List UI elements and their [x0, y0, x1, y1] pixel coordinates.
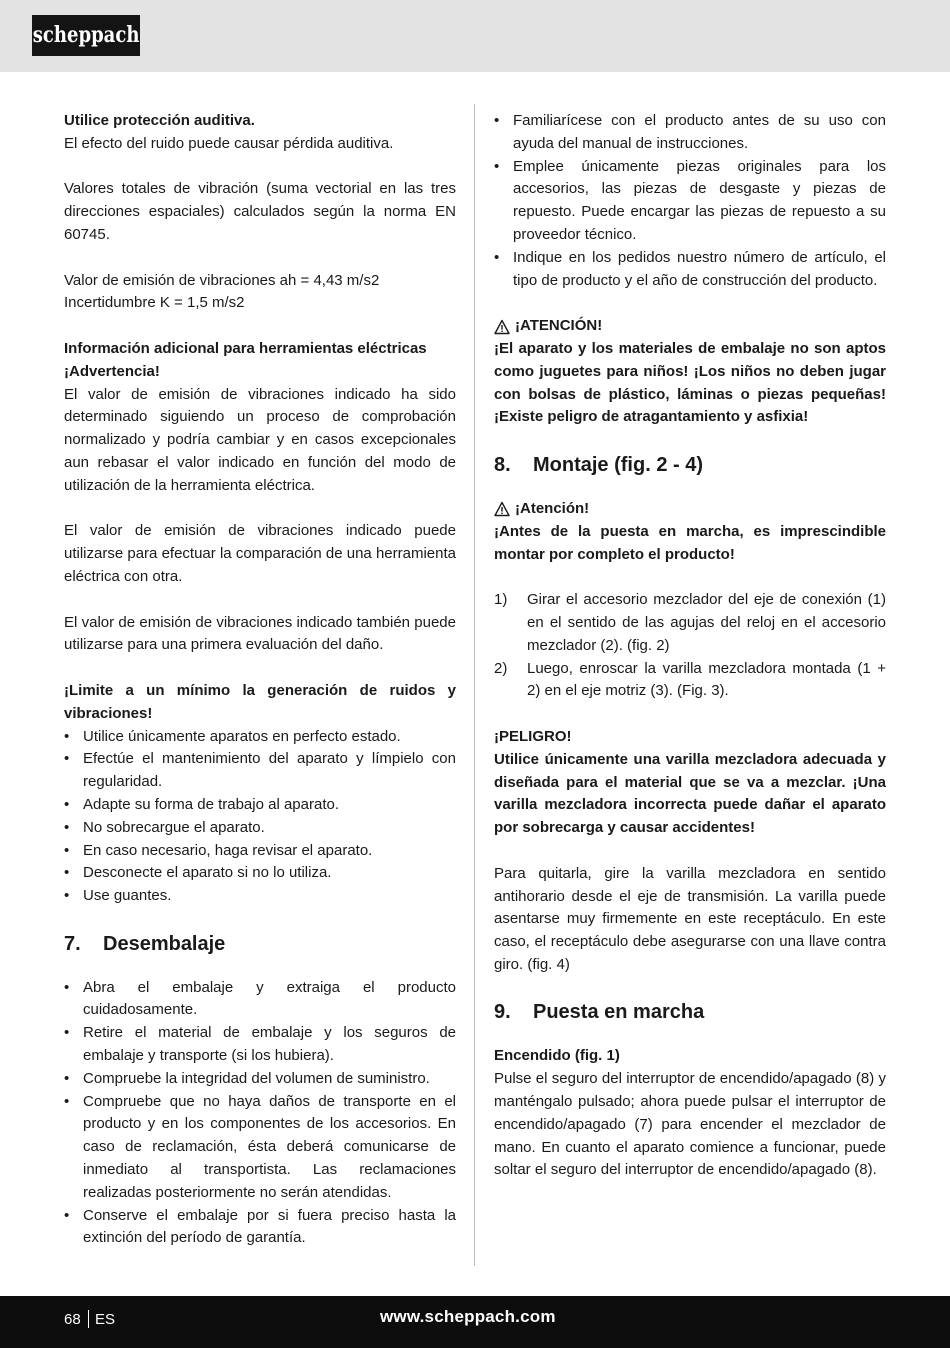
warning-triangle-icon [494, 501, 510, 517]
section-title: Puesta en marcha [533, 1001, 705, 1024]
list-item: • Desconecte el aparato si no lo utiliza. [64, 862, 456, 885]
additional-info-heading: Información adicional para herramientas eléctricas [64, 339, 427, 357]
section-9-heading [494, 999, 886, 1025]
list-item: • Use guantes. [64, 885, 456, 908]
additional-info-text: El valor de emisión de vibraciones indicado ha sido determinado siguiendo un proceso de comprobación normalizado y podría cambiar y en casos excepcionales aun rebasar el valor indicado en función del modo de utilización de la herramienta eléctrica. [64, 385, 456, 494]
evaluation-text: El valor de emisión de vibraciones indicado también puede utilizarse para una primera evaluación del daño. [64, 613, 456, 654]
footer-separator [88, 1310, 89, 1328]
section-8-heading [494, 452, 886, 478]
list-item: • En caso necesario, haga revisar el aparato. [64, 840, 456, 863]
list-item: • Familiarícese con el producto antes de su uso con ayuda del manual de instrucciones. [494, 110, 886, 156]
noise-reduction-heading: ¡Limite a un mínimo la generación de ruidos y vibraciones! [64, 681, 456, 722]
list-item: • Compruebe que no haya daños de transporte en el producto y en los componentes de los accesorios. En caso de reclamación, ésta deberá comunicarse de inmediato al transportista. Las reclamaciones realizadas posteriormente no serán atendidas. [64, 1091, 456, 1205]
list-item: • Retire el material de embalaje y los seguros de embalaje y transporte (si los hubiera). [64, 1022, 456, 1068]
vibration-emission-value: Valor de emisión de vibraciones ah = 4,43 m/s2 [64, 271, 380, 289]
comparison-text: El valor de emisión de vibraciones indicado puede utilizarse para efectuar la comparación de una herramienta eléctrica con otra. [64, 522, 456, 585]
list-item: • Emplee únicamente piezas originales para los accesorios, las piezas de desgaste y piezas de repuesto. Puede encargar las piezas de repuesto a su proveedor técnico. [494, 156, 886, 247]
attention-heading-2: ¡Atención! [494, 498, 886, 521]
list-item: • Compruebe la integridad del volumen de suministro. [64, 1068, 456, 1091]
list-item: • Conserve el embalaje por si fuera preciso hasta la extinción del período de garantía. [64, 1205, 456, 1251]
list-item: • No sobrecargue el aparato. [64, 817, 456, 840]
switch-on-text: Pulse el seguro del interruptor de encendido/apagado (8) y manténgalo pulsado; ahora puede pulsar el interruptor de encendido/apagado (7) para encender el mezclador de mano. En cuanto el aparato comience a funcionar, puede soltar el seguro del interruptor de encendido/apagado (8). [494, 1070, 886, 1179]
language-code: ES [95, 1311, 116, 1328]
attention-text: ¡El aparato y los materiales de embalaje no son aptos como juguetes para niños! ¡Los niños no deben jugar con bolsas de plástico, láminas o piezas pequeñas! ¡Existe peligro de atragantamiento y asfixia! [494, 339, 886, 426]
section-title: Montaje (fig. 2 - 4) [533, 453, 703, 476]
list-item: • Efectúe el mantenimiento del aparato y límpielo con regularidad. [64, 748, 456, 794]
section-title: Desembalaje [103, 932, 226, 955]
removal-text: Para quitarla, gire la varilla mezcladora en sentido antihorario desde el eje de transmisión. La varilla puede asentarse muy firmemente en este receptáculo. En este caso, el receptáculo debe asegurarse con una llave contra giro. (fig. 4) [494, 864, 886, 973]
left-column [64, 110, 456, 1273]
list-item: • Indique en los pedidos nuestro número de artículo, el tipo de producto y el año de construcción del producto. [494, 247, 886, 293]
page-footer [0, 1296, 950, 1348]
danger-heading: ¡PELIGRO! [494, 727, 572, 745]
intro-list [494, 110, 886, 292]
page-number: 68 [64, 1311, 81, 1328]
noise-effect-text: El efecto del ruido puede causar pérdida auditiva. [64, 134, 394, 152]
list-item: • Adapte su forma de trabajo al aparato. [64, 794, 456, 817]
section-7-heading [64, 931, 456, 957]
right-column [494, 110, 886, 1205]
column-divider [474, 104, 475, 1266]
list-item: 2) Luego, enroscar la varilla mezcladora montada (1 + 2) en el eje motriz (3). (Fig. 3). [494, 659, 886, 700]
noise-reduction-list [64, 726, 456, 908]
attention-text-2: ¡Antes de la puesta en marcha, es imprescindible montar por completo el producto! [494, 522, 886, 563]
warning-label: ¡Advertencia! [64, 362, 160, 380]
warning-triangle-icon [494, 319, 510, 335]
section-number: 8. [494, 453, 511, 476]
list-item: 1) Girar el accesorio mezclador del eje de conexión (1) en el sentido de las agujas del reloj en el accesorio mezclador (2). (fig. 2) [494, 591, 886, 654]
assembly-steps [494, 589, 886, 703]
page-header [0, 0, 950, 72]
attention-heading: ¡ATENCIÓN! [494, 315, 886, 338]
section-number: 7. [64, 932, 81, 955]
unpacking-list [64, 977, 456, 1251]
uncertainty-value: Incertidumbre K = 1,5 m/s2 [64, 294, 245, 312]
danger-text: Utilice únicamente una varilla mezcladora adecuada y diseñada para el material que se va a mezclar. ¡Una varilla mezcladora incorrecta puede dañar el aparato por sobrecarga y causar accidentes! [494, 750, 886, 837]
vibration-totals-text: Valores totales de vibración (suma vectorial en las tres direcciones espaciales) calculados según la norma EN 60745. [64, 180, 456, 243]
switch-on-heading: Encendido (fig. 1) [494, 1047, 620, 1065]
scheppach-logo: scheppach [32, 15, 140, 56]
section-number: 9. [494, 1001, 511, 1024]
list-item: • Utilice únicamente aparatos en perfecto estado. [64, 726, 456, 749]
list-item: • Abra el embalaje y extraiga el producto cuidadosamente. [64, 977, 456, 1023]
hearing-protection-heading: Utilice protección auditiva. [64, 112, 255, 129]
website-url: www.scheppach.com [380, 1307, 556, 1326]
